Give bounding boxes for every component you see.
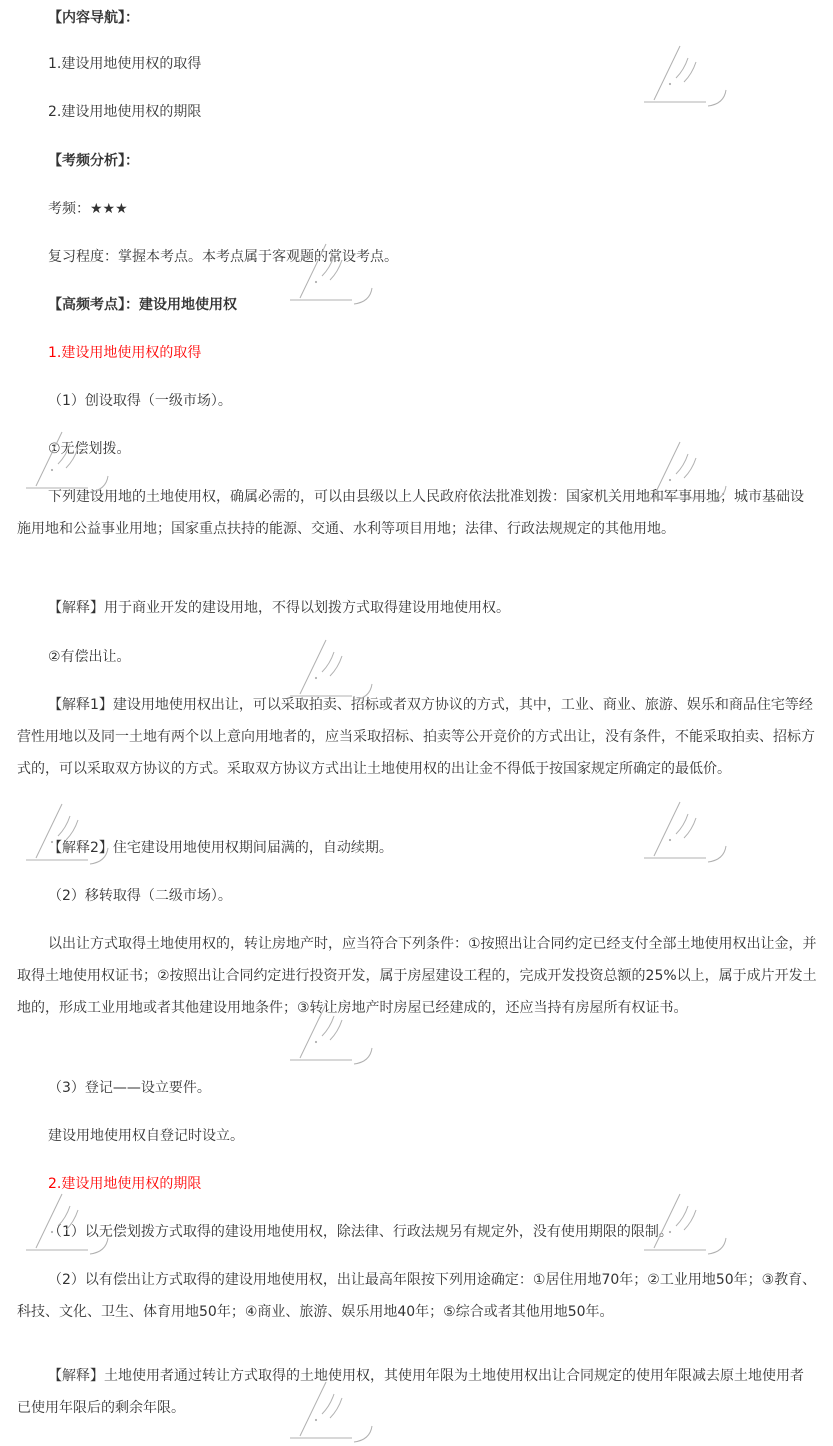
review-level: 复习程度：掌握本考点。本考点属于客观题的常设考点。 (48, 249, 398, 265)
allocation-body: 下列建设用地的土地使用权，确属必需的，可以由县级以上人民政府依法批准划拨：国家机关用地和军事用地；城市基础设施用地和公益事业用地；国家重点扶持的能源、交通、水利等项目用地；法律、行政法规规定的其他用地。 (17, 489, 804, 537)
section-2-title: 2.建设用地使用权的期限 (48, 1176, 202, 1192)
section-2-note: 【解释】土地使用者通过转让方式取得的土地使用权，其使用年限为土地使用权出让合同规定的使用年限减去原土地使用者已使用年限后的剩余年限。 (17, 1368, 804, 1416)
content-nav-item-1: 1.建设用地使用权的取得 (48, 56, 202, 72)
transfer-title: ②有偿出让。 (48, 649, 131, 665)
watermark-icon (640, 796, 730, 866)
watermark-icon (640, 40, 730, 110)
section-2-p1: （1）以无偿划拨方式取得的建设用地使用权，除法律、行政法规另有规定外，没有使用期限的限制。 (48, 1224, 673, 1240)
frequency-analysis-heading: 【考频分析】： (48, 153, 139, 169)
section-1-sub-1-title: （1）创设取得（一级市场）。 (48, 393, 232, 409)
transfer-note-1: 【解释1】建设用地使用权出让，可以采取拍卖、招标或者双方协议的方式，其中，工业、商业、旅游、娱乐和商品住宅等经营性用地以及同一土地有两个以上意向用地者的，应当采取招标、拍卖等公开竞价的方式出让，没有条件，不能采取拍卖、招标方式的，可以采取双方协议的方式。采取双方协议方式出让土地使用权的出让金不得低于按国家规定所确定的最低价。 (17, 697, 815, 777)
section-1-sub-2-title: （2）移转取得（二级市场）。 (48, 888, 232, 904)
key-point-heading: 【高频考点】：建设用地使用权 (48, 297, 237, 313)
frequency-rating: 考频：★★★ (48, 201, 128, 217)
content-nav-heading: 【内容导航】： (48, 10, 139, 26)
content-nav-item-2: 2.建设用地使用权的期限 (48, 104, 202, 120)
allocation-note: 【解释】用于商业开发的建设用地，不得以划拨方式取得建设用地使用权。 (48, 600, 510, 616)
section-1-sub-2-body: 以出让方式取得土地使用权的，转让房地产时，应当符合下列条件：①按照出让合同约定已经支付全部土地使用权出让金，并取得土地使用权证书；②按照出让合同约定进行投资开发，属于房屋建设工程的，完成开发投资总额的25%以上，属于成片开发土地的，形成工业用地或者其他建设用地条件；③转让房地产时房屋已经建成的，还应当持有房屋所有权证书。 (17, 936, 817, 1016)
section-1-title: 1.建设用地使用权的取得 (48, 345, 202, 361)
transfer-note-2: 【解释2】住宅建设用地使用权期间届满的，自动续期。 (48, 840, 393, 856)
section-2-p2: （2）以有偿出让方式取得的建设用地使用权，出让最高年限按下列用途确定：①居住用地70年；②工业用地50年；③教育、科技、文化、卫生、体育用地50年；④商业、旅游、娱乐用地40年；⑤综合或者其他用地50年。 (17, 1272, 817, 1320)
section-1-sub-3-body: 建设用地使用权自登记时设立。 (48, 1128, 244, 1144)
section-1-sub-3-title: （3）登记——设立要件。 (48, 1080, 211, 1096)
allocation-title: ①无偿划拨。 (48, 441, 131, 457)
